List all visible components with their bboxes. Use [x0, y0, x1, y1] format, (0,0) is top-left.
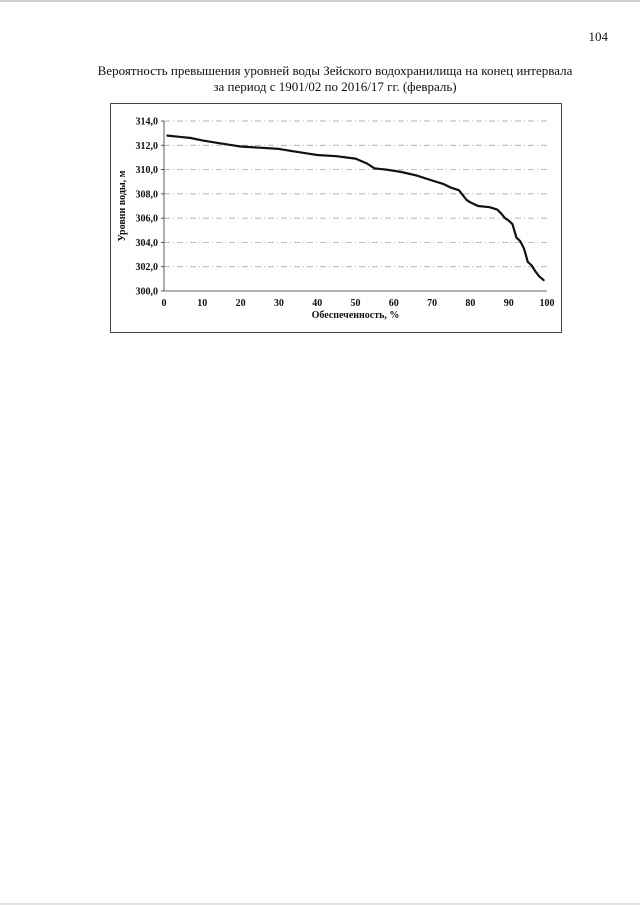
y-tick-label: 310,0 — [135, 165, 158, 177]
x-tick-label: 90 — [503, 298, 514, 309]
top-edge-rule — [0, 0, 640, 2]
x-tick-label: 60 — [388, 298, 399, 309]
x-tick-label: 10 — [197, 298, 208, 309]
x-axis-title: Обеспеченность, % — [311, 310, 400, 321]
chart-title: Вероятность превышения уровней воды Зейского водохранилища на конец интервала — [97, 63, 573, 78]
x-tick-labels — [162, 298, 555, 309]
y-tick-label: 312,0 — [135, 140, 158, 152]
axis-layer — [161, 121, 547, 291]
y-tick-label: 300,0 — [135, 286, 158, 298]
x-tick-label: 70 — [427, 298, 438, 309]
y-tick-label: 304,0 — [135, 237, 158, 249]
y-tick-label: 302,0 — [135, 262, 158, 274]
series-line — [167, 136, 543, 281]
x-tick-label: 30 — [273, 298, 284, 309]
y-axis-title: Уровни воды, м — [117, 170, 128, 242]
chart-title-block — [70, 63, 600, 95]
x-tick-label: 0 — [161, 298, 167, 309]
chart-svg — [111, 104, 561, 332]
y-tick-label: 308,0 — [135, 189, 158, 201]
page-number: 104 — [588, 29, 608, 44]
x-tick-label: 50 — [350, 298, 361, 309]
x-tick-label: 100 — [539, 298, 555, 309]
chart-subtitle: за период с 1901/02 по 2016/17 гг. (февраль) — [213, 79, 457, 94]
y-tick-labels — [136, 117, 159, 298]
x-tick-label: 40 — [312, 298, 323, 309]
chart-frame — [110, 103, 562, 333]
y-tick-label: 306,0 — [135, 213, 158, 225]
x-tick-label: 80 — [465, 298, 476, 309]
y-tick-label: 314,0 — [135, 116, 158, 128]
series-layer — [167, 136, 543, 281]
x-tick-label: 20 — [235, 298, 246, 309]
